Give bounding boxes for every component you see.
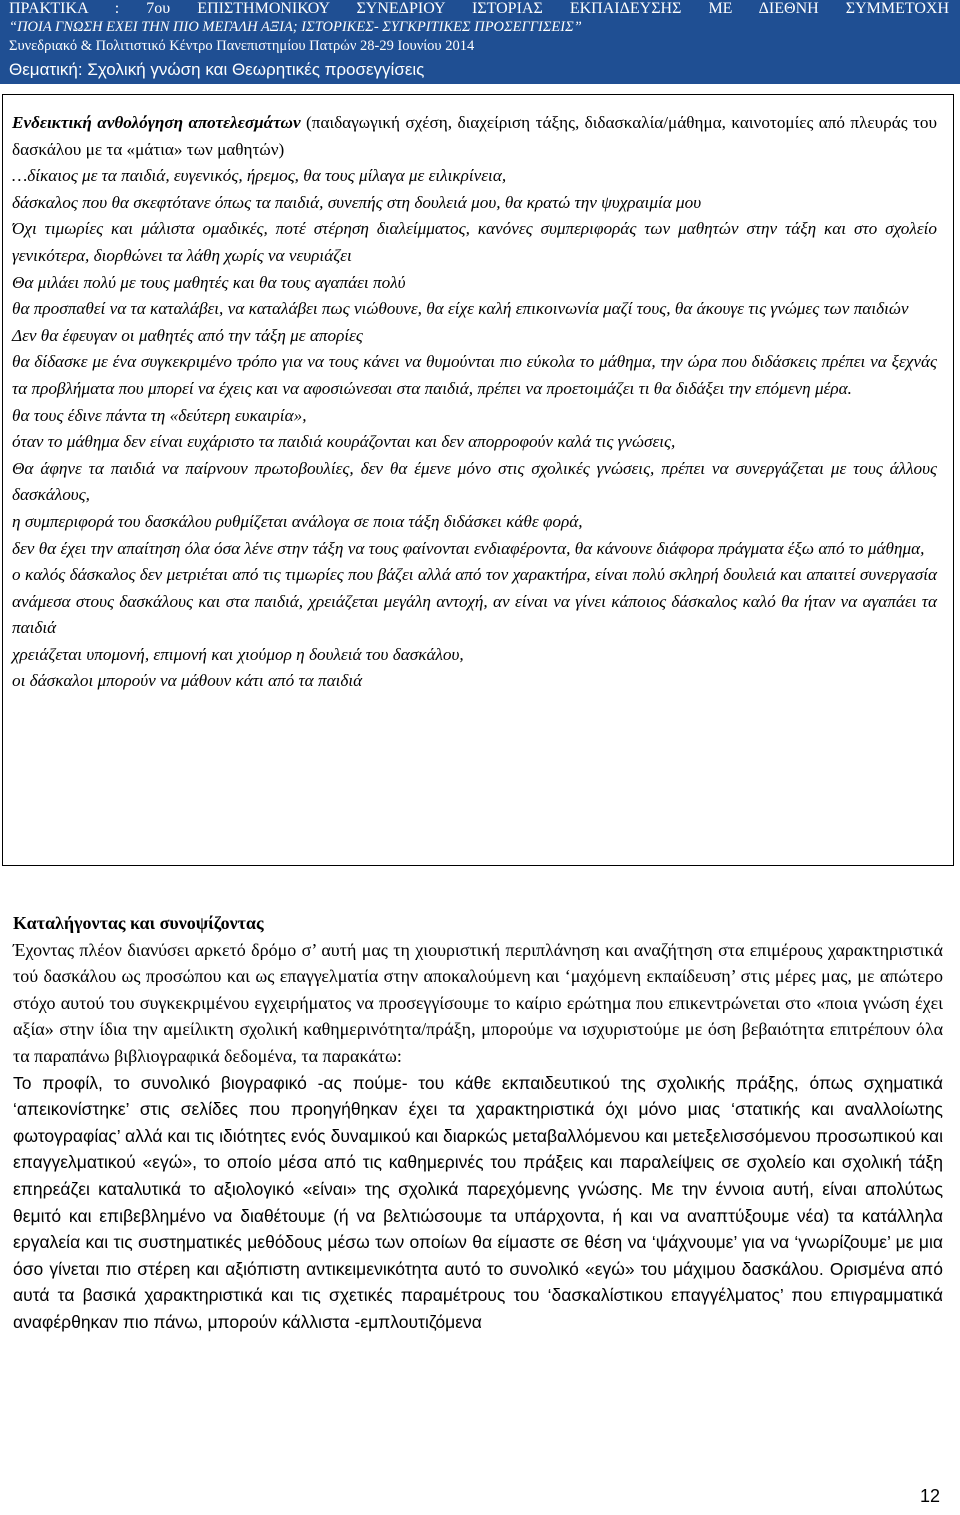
student-quote: ο καλός δάσκαλος δεν μετριέται από τις τιμωρίες που βάζει αλλά από τον χαρακτήρα, είναι πολύ σκληρή δουλειά και απαιτεί συνεργασία ανάμεσα στους δασκάλους και στα παιδιά, χρειάζεται μεγάλη αντοχή, αν είναι να γίνει κάποιος δάσκαλος καλό θα ήταν να αγαπάει τα παιδιά (12, 565, 937, 638)
box-title-rest: (παιδαγωγική σχέση, διαχείριση τάξης, διδασκαλία/μάθημα, καινοτομίες από πλευράς του δασκάλου με τα «μάτια» των μαθητών) (12, 113, 937, 159)
student-quote: η συμπεριφορά του δασκάλου ρυθμίζεται ανάλογα σε ποια τάξη διδάσκει κάθε φορά, (12, 511, 583, 531)
header-venue-date: Συνεδριακό & Πολιτιστικό Κέντρο Πανεπιστημίου Πατρών 28-29 Ιουνίου 2014 (9, 38, 475, 54)
section-heading: Καταλήγοντας και συνοψίζοντας (13, 913, 264, 933)
conclusion-paragraph-2: Το προφίλ, το συνολικό βιογραφικό -ας πούμε- του κάθε εκπαιδευτικού της σχολικής πράξης, όπως σχηματικά ‘απεικονίστηκε’ στις σελίδες που προηγήθηκαν έχει τα χαρακτηριστικά όχι μόνο μιας ‘στατικής και αναλλοίωτης φωτογραφίας’ αλλά και τις ιδιότητες ενός δυναμικού και διαρκώς μεταβαλλόμενου και μετεξελισσόμενου προσωπικού και επαγγελματικού «εγώ», το οποίο μέσα από τις καθημερινές του πράξεις και παραλείψεις σε σχολείο και σχολική τάξη επηρεάζει καταλυτικά το αξιολογικό «είναι» της σχολικά παρεχόμενης γνώσης. Με την έννοια αυτή, είναι απολύτως θεμιτό και επιβεβλημένο να διαθέτουμε (ή να βελτιώσουμε τα υπάρχοντα, ή και να αναπτύξουμε νέα) τα κατάλληλα εργαλεία και τις συστηματικές μεθόδους μέσω των οποίων θα είμαστε σε θέση να ‘ψάχνουμε’ για να ‘γνωρίζουμε’ με μια όσο γίνεται πιο στέρεη και αξιόπιστη αντικειμενικότητα αυτό το συνολικό «εγώ» του μάχιμου δασκάλου. Ορισμένα από αυτά τα βασικά χαρακτηριστικά και τις σχετικές παραμέτρους του ‘δασκαλίστικου επαγγέλματος’ που επιγραμματικά αναφέρθηκαν πιο πάνω, μπορούν κάλλιστα -εμπλουτιζόμενα (13, 1072, 943, 1332)
student-quote: δάσκαλος που θα σκεφτότανε όπως τα παιδιά, συνεπής στη δουλειά μου, θα κρατώ την ψυχραιμία μου (12, 192, 702, 212)
box-title (12, 110, 937, 163)
box-title-bold: Ενδεικτική ανθολόγηση αποτελεσμάτων (12, 113, 301, 132)
student-quote: όταν το μάθημα δεν είναι ευχάριστο τα παιδιά κουράζονται και δεν απορροφούν καλά τις γνώσεις, (12, 432, 676, 452)
student-quote: οι δάσκαλοι μπορούν να μάθουν κάτι από τα παιδιά (12, 671, 363, 691)
header-thematic: Θεματική: Σχολική γνώση και Θεωρητικές προσεγγίσεις (9, 60, 425, 79)
student-quote: χρειάζεται υπομονή, επιμονή και χιούμορ η δουλειά του δασκάλου, (12, 644, 464, 664)
student-quote: …δίκαιος με τα παιδιά, ευγενικός, ήρεμος, θα τους μίλαγα με ειλικρίνεια, (12, 166, 507, 186)
student-quote: θα δίδασκε με ένα συγκεκριμένο τρόπο για να τους κάνει να θυμούνται πιο εύκολα το μάθημα, την ώρα που διδάσκεις πρέπει να ξεχνάς τα προβλήματα που μπορεί να έχεις και να αφοσιώνεσαι στα παιδιά, πρέπει να προετοιμάζει τι θα διδάξει την επόμενη μέρα. (12, 352, 937, 398)
conclusion-section (13, 910, 943, 1336)
student-quote: Όχι τιμωρίες και μάλιστα ομαδικές, ποτέ στέρηση διαλείμματος, κανόνες συμπεριφοράς των μαθητών στην τάξη και στο σχολείο γενικότερα, διορθώνει τα λάθη χωρίς να νευριάζει (12, 219, 937, 265)
student-quote: Θα άφηνε τα παιδιά να παίρνουν πρωτοβουλίες, δεν θα έμενε μόνο στις σχολικές γνώσεις, πρέπει να συνεργάζεται με τους άλλους δασκάλους, (12, 458, 937, 505)
results-anthology-box (2, 94, 954, 866)
student-quote: θα προσπαθεί να τα καταλάβει, να καταλάβει πως νιώθουνε, θα είχε καλή επικοινωνία μαζί τους, θα άκουγε τις γνώμες των παιδιών (12, 299, 909, 319)
student-quote: Θα μιλάει πολύ με τους μαθητές και θα τους αγαπάει πολύ (12, 272, 406, 292)
document-header (0, 0, 960, 84)
student-quote: δεν θα έχει την απαίτηση όλα όσα λένε στην τάξη να τους φαίνονται ενδιαφέροντα, θα κάνουνε διάφορα πράγματα έξω από το μάθημα, (12, 538, 925, 558)
page-number: 12 (919, 1486, 940, 1506)
student-quote: Δεν θα έφευγαν οι μαθητές από την τάξη με απορίες (12, 325, 363, 345)
conclusion-paragraph-1: Έχοντας πλέον διανύσει αρκετό δρόμο σ’ αυτή μας τη χιουριστική περιπλάνηση και αναζήτηση στα επιμέρους χαρακτηριστικά τού δασκάλου ως προσώπου και ως επαγγελματία στην αποκαλούμενη και ‘μαχόμενη εκπαίδευση’ στις μέρες μας, με απώτερο στόχο αυτού του συγκεκριμένου εγχειρήματος να προσεγγίσουμε το καίριο ερώτημα που επικεντρώνεται στο «ποια γνώση έχει αξία» στην ίδια την αμείλικτη σχολική καθημερινότητα/πράξη, μπορούμε να ισχυριστούμε με όση βεβαιότητα επιτρέπουν όλα τα παραπάνω βιβλιογραφικά δεδομένα, τα παρακάτω: (13, 939, 943, 1066)
results-anthology-content (12, 110, 937, 695)
student-quote: θα τους έδινε πάντα τη «δεύτερη ευκαιρία», (12, 405, 307, 425)
header-conference-title: “ΠΟΙΑ ΓΝΩΣΗ ΕΧΕΙ ΤΗΝ ΠΙΟ ΜΕΓΑΛΗ ΑΞΙΑ; ΙΣΤΟΡΙΚΕΣ- ΣΥΓΚΡΙΤΙΚΕΣ ΠΡΟΣΕΓΓΙΣΕΙΣ” (9, 19, 582, 35)
header-proceedings-line: ΠΡΑΚΤΙΚΑ : 7ου ΕΠΙΣΤΗΜΟΝΙΚΟΥ ΣΥΝΕΔΡΙΟΥ ΙΣΤΟΡΙΑΣ ΕΚΠΑΙΔΕΥΣΗΣ ΜΕ ΔΙΕΘΝΗ ΣΥΜΜΕΤΟΧΗ (9, 0, 949, 17)
